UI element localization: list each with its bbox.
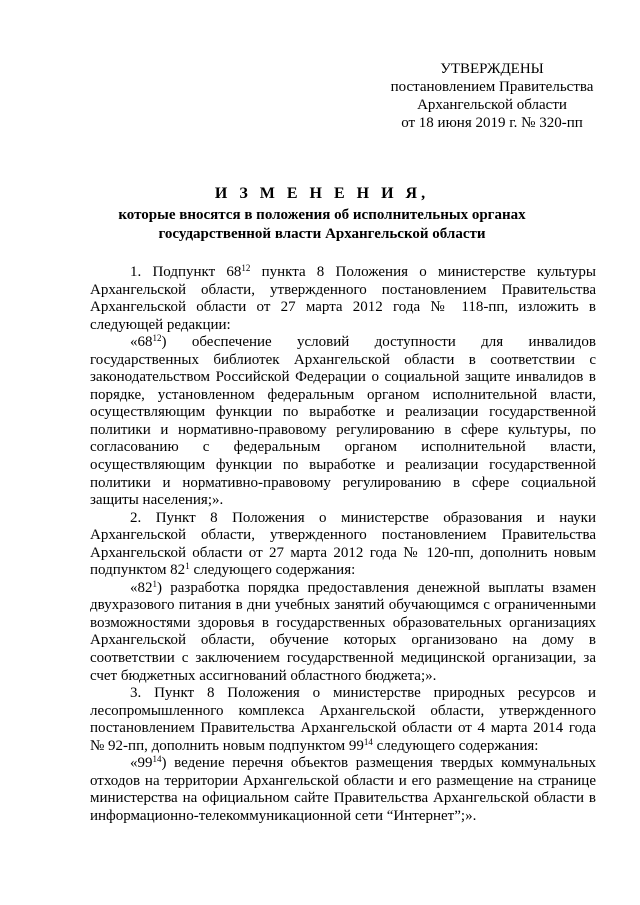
paragraph-quote-2 bbox=[90, 580, 596, 685]
paragraph-text: пункта 8 Положения о министерстве культуры Архангельской области, утвержденного постановлением Правительства Архангельской области от 27 марта 2012 года № 118-пп, изложить в следующей редакции: bbox=[90, 264, 597, 333]
approval-title: УТВЕРЖДЕНЫ bbox=[440, 61, 544, 77]
paragraph-text: следующего содержания: bbox=[372, 737, 539, 754]
paragraph-text: ) ведение перечня объектов размещения твердых коммунальных отходов на территории Архангельской области и его размещение на странице министерства на официальном сайте Правительства Архангельской области в информационно-телекоммуникационной сети “Интернет”;». bbox=[90, 755, 596, 824]
paragraph-text: ) разработка порядка предоставления денежной выплаты взамен двухразового питания в дни учебных занятий обучающимся с ограниченными возможностями здоровья в государственных образовательных организациях Архангельской области, обучение которых организовано на дому в соответствии с заключением государственной медицинской организации, за счет бюджетных ассигнований областного бюджета;». bbox=[90, 579, 596, 684]
paragraph-text: «99 bbox=[130, 755, 153, 772]
document-subtitle-line-2: государственной власти Архангельской области bbox=[158, 226, 486, 242]
approval-line-region: Архангельской области bbox=[417, 97, 567, 113]
document-heading bbox=[72, 184, 572, 244]
paragraph-text: «68 bbox=[130, 334, 153, 351]
approval-stamp bbox=[370, 60, 614, 132]
document-body bbox=[90, 264, 596, 826]
approval-line-decree: постановлением Правительства bbox=[390, 79, 594, 95]
document-subtitle-line-1: которые вносятся в положения об исполнительных органах bbox=[118, 207, 526, 223]
superscript: 1 bbox=[185, 561, 190, 572]
paragraph-item-2 bbox=[90, 510, 596, 580]
paragraph-item-3 bbox=[90, 685, 596, 755]
paragraph-text: «82 bbox=[130, 579, 153, 596]
superscript: 14 bbox=[363, 736, 373, 747]
paragraph-text: 1. Подпункт 68 bbox=[130, 264, 242, 280]
superscript: 14 bbox=[152, 754, 162, 765]
paragraph-quote-3 bbox=[90, 755, 596, 825]
approval-line-date: от 18 июня 2019 г. № 320-пп bbox=[401, 115, 583, 131]
paragraph-text: ) обеспечение условий доступности для инвалидов государственных библиотек Архангельской области в соответствии с законодательством Российской Федерации о социальной защите инвалидов в порядке, установленном федеральным органом исполнительной власти, осуществляющим функции по выработке и реализации государственной политики и нормативно-правовому регулированию в сфере культуры, по согласованию с федеральным органом исполнительной власти, осуществляющим функции по выработке и реализации государственной политики и нормативно-правовому регулированию в сфере социальной защиты населения;». bbox=[90, 334, 596, 509]
paragraph-item-1 bbox=[90, 264, 596, 334]
paragraph-text: следующего содержания: bbox=[189, 562, 356, 579]
paragraph-text: 3. Пункт 8 Положения о министерстве природных ресурсов и лесопромышленного комплекса Архангельской области, утвержденного постановлением Правительства Архангельской области от 4 марта 2014 года № 92-пп, дополнить новым подпунктом 99 bbox=[90, 685, 596, 754]
paragraph-quote-1 bbox=[90, 334, 596, 509]
document-title: И З М Е Н Е Н И Я, bbox=[214, 185, 430, 202]
superscript: 1 bbox=[152, 578, 157, 589]
superscript: 12 bbox=[152, 333, 162, 344]
paragraph-text: 2. Пункт 8 Положения о министерстве образования и науки Архангельской области, утвержденного постановлением Правительства Архангельской области от 27 марта 2012 года № 120-пп, дополнить новым подпунктом 82 bbox=[90, 509, 596, 579]
superscript: 12 bbox=[241, 263, 251, 273]
